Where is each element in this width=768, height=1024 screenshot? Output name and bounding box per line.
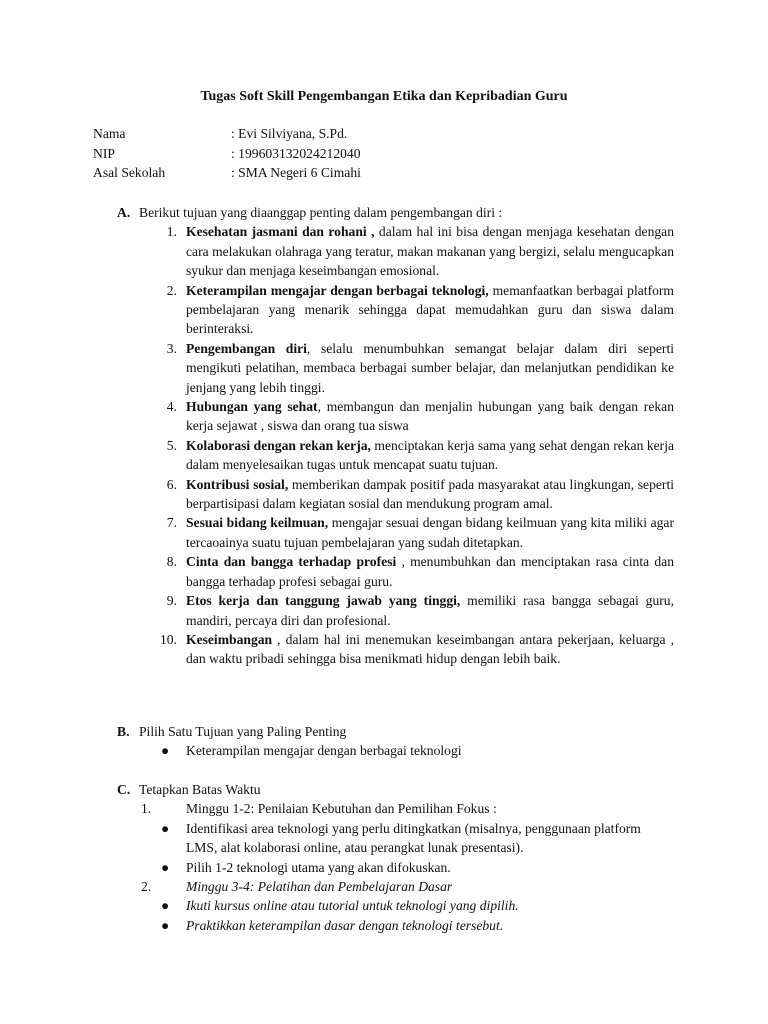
list-item bbox=[117, 475, 674, 514]
item-title: Keterampilan mengajar dengan berbagai teknologi, bbox=[186, 282, 489, 298]
bullet-icon: ● bbox=[161, 820, 170, 836]
section-letter: C. bbox=[117, 782, 131, 797]
item-text: , selalu menumbuhkan semangat belajar dalam diri seperti mengikuti pelatihan, membaca berbagai sumber belajar, dan melanjutkan pendidikan ke jenjang yang lebih tinggi. bbox=[186, 340, 674, 395]
item-text: memiliki rasa bangga sebagai guru, mandiri, percaya diri dan profesional. bbox=[186, 593, 674, 628]
item-text: memanfaatkan berbagai platform pembelajaran yang menarik sehingga dapat memudahkan guru dan siswa dalam berinteraksi. bbox=[186, 282, 674, 337]
list-item bbox=[117, 513, 674, 552]
section-letter: B. bbox=[117, 724, 130, 739]
identity-label: Nama bbox=[93, 126, 126, 141]
list-item bbox=[117, 436, 674, 475]
item-number: 7. bbox=[166, 515, 177, 531]
item-text: , membangun dan menjalin hubungan yang baik dengan rekan kerja sejawat , siswa dan orang tua siswa bbox=[186, 399, 674, 434]
timeline-step bbox=[117, 799, 677, 818]
step-text: Minggu 3-4: Pelatihan dan Pembelajaran Dasar bbox=[186, 879, 453, 895]
identity-table bbox=[93, 124, 361, 183]
list-item bbox=[117, 339, 674, 397]
bullet-icon: ● bbox=[161, 898, 170, 914]
item-text: menciptakan kerja sama yang sehat dengan rekan kerja dalam menyelesaikan tugas untuk mencapat suatu tujuan. bbox=[186, 437, 675, 473]
item-title: Pengembangan diri bbox=[186, 340, 307, 356]
list-item bbox=[117, 397, 674, 436]
list-item bbox=[117, 896, 674, 915]
item-title: Kolaborasi dengan rekan kerja, bbox=[186, 437, 371, 453]
item-text: mengajar sesuai dengan bidang keilmuan yang kita miliki agar tercaoainya suatu tujuan pembelajaran yang sudah ditetapkan. bbox=[186, 515, 674, 550]
item-title: Kontribusi sosial, bbox=[186, 476, 289, 492]
item-number: 8. bbox=[166, 554, 177, 570]
item-title: Kesehatan jasmani dan rohani , bbox=[186, 224, 375, 240]
section-a bbox=[117, 203, 677, 669]
identity-label: NIP bbox=[93, 145, 115, 161]
list-item bbox=[117, 819, 674, 858]
bullet-icon: ● bbox=[161, 859, 170, 875]
identity-label: Asal Sekolah bbox=[93, 165, 166, 180]
identity-row-school bbox=[93, 163, 361, 183]
list-item bbox=[117, 630, 674, 669]
list-item bbox=[117, 916, 674, 935]
section-b-heading bbox=[117, 722, 677, 741]
step-text: Minggu 1-2: Penilaian Kebutuhan dan Pemilihan Fokus : bbox=[186, 801, 497, 817]
list-item bbox=[117, 741, 674, 760]
item-text: Identifikasi area teknologi yang perlu ditingkatkan (misalnya, penggunaan platform LMS, alat kolaborasi online, atau perangkat lunak presentasi). bbox=[186, 820, 641, 856]
list-item bbox=[117, 858, 674, 877]
goal-list bbox=[117, 222, 677, 668]
item-number: 5. bbox=[166, 437, 177, 453]
item-number: 2. bbox=[166, 282, 177, 298]
section-letter: A. bbox=[117, 205, 131, 220]
identity-value: : Evi Silviyana, S.Pd. bbox=[231, 126, 348, 141]
section-c-heading bbox=[117, 780, 677, 799]
identity-value: : SMA Negeri 6 Cimahi bbox=[231, 165, 361, 180]
item-number: 3. bbox=[166, 340, 177, 356]
item-number: 1. bbox=[166, 224, 177, 240]
identity-row-nip bbox=[93, 144, 361, 164]
section-c bbox=[117, 780, 677, 935]
identity-value: : 199603132024212040 bbox=[231, 145, 361, 161]
section-heading-text: Berikut tujuan yang diaanggap penting dalam pengembangan diri : bbox=[139, 205, 503, 220]
item-text: Pilih 1-2 teknologi utama yang akan difokuskan. bbox=[186, 859, 451, 875]
item-title: Hubungan yang sehat bbox=[186, 399, 318, 415]
list-item bbox=[117, 591, 674, 630]
item-text: dalam hal ini bisa dengan menjaga kesehatan dengan cara melakukan olahraga yang teratur, makan makanan yang bergizi, selalu mengucapkan syukur dan menjaga keseimbangan emosional. bbox=[186, 224, 674, 279]
identity-row-nama bbox=[93, 124, 361, 144]
item-number: 9. bbox=[166, 593, 177, 609]
bullet-icon: ● bbox=[161, 917, 170, 933]
item-number: 6. bbox=[166, 476, 177, 492]
item-title: Keseimbangan bbox=[186, 631, 273, 647]
section-heading-text: Tetapkan Batas Waktu bbox=[139, 782, 261, 797]
item-text: Praktikkan keterampilan dasar dengan teknologi tersebut. bbox=[186, 917, 504, 933]
item-text: , menumbuhkan dan menciptakan rasa cinta dan bangga terhadap profesi sebagai guru. bbox=[186, 554, 674, 589]
section-b bbox=[117, 722, 677, 761]
section-heading-text: Pilih Satu Tujuan yang Paling Penting bbox=[139, 724, 347, 739]
item-number: 4. bbox=[166, 399, 177, 415]
item-title: Sesuai bidang keilmuan, bbox=[186, 515, 329, 531]
item-title: Cinta dan bangga terhadap profesi bbox=[186, 554, 397, 570]
item-text: , dalam hal ini menemukan keseimbangan antara pekerjaan, keluarga , dan waktu pribadi sehingga bisa menikmati hidup dengan lebih baik. bbox=[186, 631, 674, 667]
item-text: memberikan dampak positif pada masyarakat atau lingkungan, seperti berpartisipasi dalam kegiatan sosial dan mendukung program amal. bbox=[186, 476, 674, 512]
item-title: Etos kerja dan tanggung jawab yang tinggi, bbox=[186, 593, 461, 609]
document-title: Tugas Soft Skill Pengembangan Etika dan Kepribadian Guru bbox=[200, 89, 568, 104]
list-item bbox=[117, 281, 674, 339]
list-item bbox=[117, 222, 674, 280]
bullet-icon: ● bbox=[161, 743, 170, 759]
section-a-heading bbox=[117, 203, 677, 222]
step-number: 2. bbox=[141, 879, 152, 895]
item-text: Keterampilan mengajar dengan berbagai teknologi bbox=[186, 743, 462, 759]
step-number: 1. bbox=[141, 801, 152, 817]
timeline-step bbox=[117, 877, 677, 896]
item-number: 10. bbox=[160, 631, 177, 647]
item-text: Ikuti kursus online atau tutorial untuk teknologi yang dipilih. bbox=[186, 898, 519, 914]
list-item bbox=[117, 552, 674, 591]
